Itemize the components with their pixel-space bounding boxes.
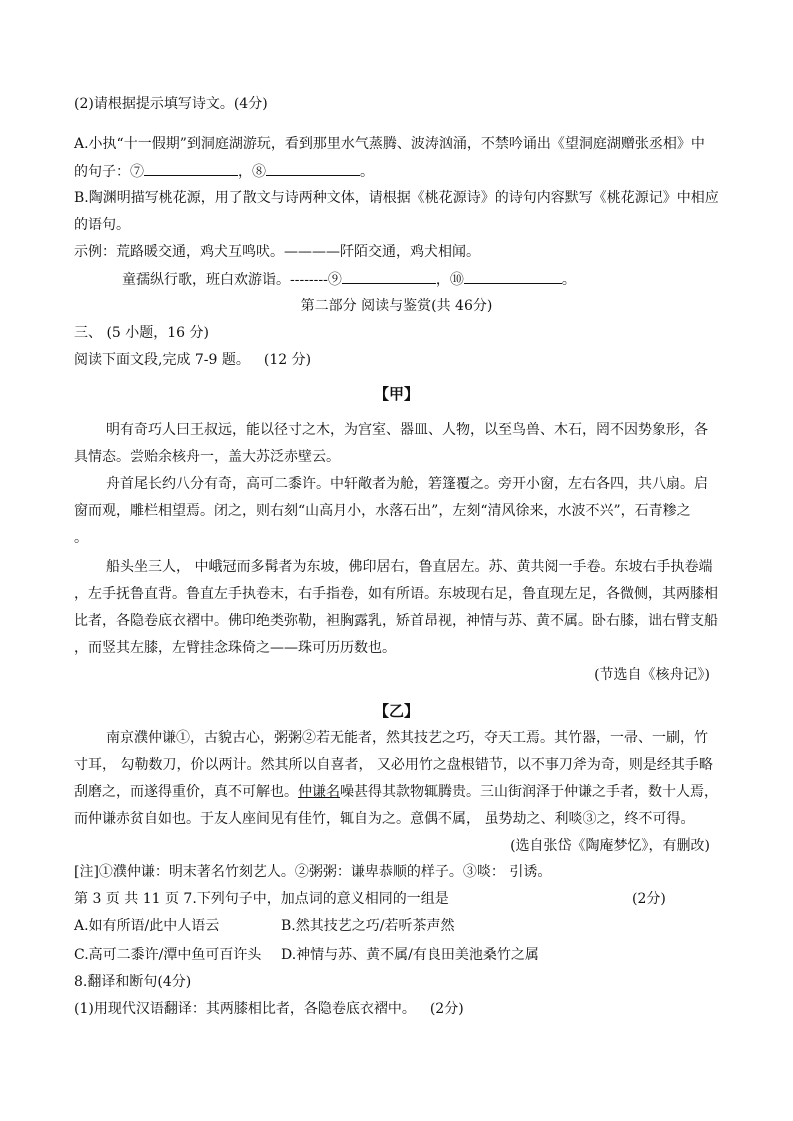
question-8-sub1 [74, 999, 464, 1019]
passage-source: (节选自《核舟记》) [594, 667, 710, 683]
passage-line: 。 [74, 530, 88, 546]
underlined-phrase: 仲谦名 [298, 784, 340, 800]
passage-line: 寸耳， 勾勒数刀，价以两计。然其所以自喜者， 又必用竹之盘根错节，以不事刀斧为奇，则是经其手略 [74, 757, 713, 773]
passage-line: 具情态。尝贻余核舟一，盖大苏泛赤壁云。 [74, 449, 340, 465]
passage-line: 南京濮仲谦①，古貌古心，粥粥②若无能者，然其技艺之巧，夺天工焉。其竹器，一帚、一刷，竹 [106, 730, 708, 746]
question-b-line: 的语句。 [74, 217, 130, 233]
passage-text: 噪甚得其款物辄腾贵。三山街润泽于仲谦之手者，数十人焉， [340, 784, 718, 800]
option-a[interactable]: A.如有所语/此中人语云 [74, 918, 220, 934]
passage-note: [注]①濮仲谦：明末著名竹刻艺人。②粥粥：谦卑恭顺的样子。③啖： 引诱。 [74, 864, 552, 880]
example-sep: ，⑩ [435, 272, 464, 288]
passage-title-jia: 【甲】 [373, 385, 419, 403]
question-7: 第 3 页 共 11 页 7.下列句子中，加点词的意义相同的一组是 [74, 891, 449, 907]
answer-blank-7[interactable] [144, 161, 238, 176]
answer-blank-10[interactable] [464, 269, 562, 284]
answer-prefix: 的句子：⑦ [74, 164, 144, 180]
answer-blank-8[interactable] [266, 161, 360, 176]
question-b-line: B.陶渊明描写桃花源，用了散文与诗两种文体，请根据《桃花源诗》的诗句内容默写《桃花源记》中相应 [74, 190, 719, 206]
example-end: 。 [561, 272, 576, 288]
question-header: (2)请根据提示填写诗文。(4分) [74, 96, 268, 112]
passage-source: (选自张岱《陶庵梦忆》，有删改) [510, 838, 710, 854]
part-title: 第二部分 阅读与鉴赏(共 46分) [300, 298, 493, 314]
answer-blank-9[interactable] [342, 269, 436, 284]
passage-line: 明有奇巧人曰王叔远，能以径寸之木，为宫室、器皿、人物，以至鸟兽、木石，罔不因势象形，各 [106, 422, 708, 438]
question-8: 8.翻译和断句(4分) [74, 974, 192, 990]
reading-instruction [74, 350, 311, 370]
instruction-score: (12 分) [263, 352, 312, 368]
answer-sep: ，⑧ [238, 164, 266, 180]
passage-line [74, 782, 718, 802]
instruction-text: 阅读下面文段,完成 7-9 题。 [74, 352, 250, 368]
example-prefix: 童孺纵行歌，班白欢游诣。--------⑨ [122, 272, 342, 288]
passage-line: 窗而观，雕栏相望焉。闭之，则右刻“山高月小，水落石出”，左刻“清风徐来，水波不兴”，石青糁之 [74, 503, 691, 519]
question-a-line: A.小执“十一假期”到洞庭湖游玩，看到那里水气蒸腾、波涛汹涌，不禁吟诵出《望洞庭湖赠张丞相》中 [74, 136, 705, 152]
question-a-line [74, 161, 374, 182]
option-c[interactable]: C.高可二黍许/潭中鱼可百许头 [74, 947, 262, 963]
option-b[interactable]: B.然其技艺之巧/若听茶声然 [281, 918, 455, 934]
passage-line: 而仲谦赤贫自如也。于友人座间见有佳竹，辄自为之。意偶不属， 虽势劫之、利啖③之，终不可得。 [74, 811, 695, 827]
passage-text: 刮磨之，而遂得重价，真不可解也。 [74, 784, 298, 800]
passage-line: 船头坐三人， 中峨冠而多髯者为东坡，佛印居右，鲁直居左。苏、黄共阅一手卷。东坡右手执卷端 [106, 559, 713, 575]
passage-line: 舟首尾长约八分有奇，高可二黍许。中轩敞者为舱，箬篷覆之。旁开小窗，左右各四，共八扇。启 [106, 476, 708, 492]
example-line [122, 269, 576, 290]
question-7-score: (2分) [632, 891, 666, 907]
passage-line: 比者，各隐卷底衣褶中。佛印绝类弥勒，袒胸露乳，矫首昂视，神情与苏、黄不属。卧右膝，诎右臂支船 [74, 613, 718, 629]
example-line: 示例：荒路暖交通，鸡犬互鸣吠。————阡陌交通，鸡犬相闻。 [74, 244, 480, 260]
passage-line: ，左手抚鲁直背。鲁直左手执卷末，右手指卷，如有所语。东坡现右足，鲁直现左足，各微侧，其两膝相 [74, 586, 718, 602]
answer-end: 。 [360, 164, 374, 180]
sub-question-score: (2分) [429, 1001, 464, 1017]
section-header: 三、 (5 小题，16 分) [74, 325, 209, 341]
passage-line: ，而竖其左膝，左臂挂念珠倚之——珠可历历数也。 [74, 640, 396, 656]
option-d[interactable]: D.神情与苏、黄不属/有良田美池桑竹之属 [281, 947, 539, 963]
sub-question-text: (1)用现代汉语翻译：其两膝相比者，各隐卷底衣褶中。 [74, 1001, 416, 1017]
passage-title-yi: 【乙】 [373, 702, 419, 720]
